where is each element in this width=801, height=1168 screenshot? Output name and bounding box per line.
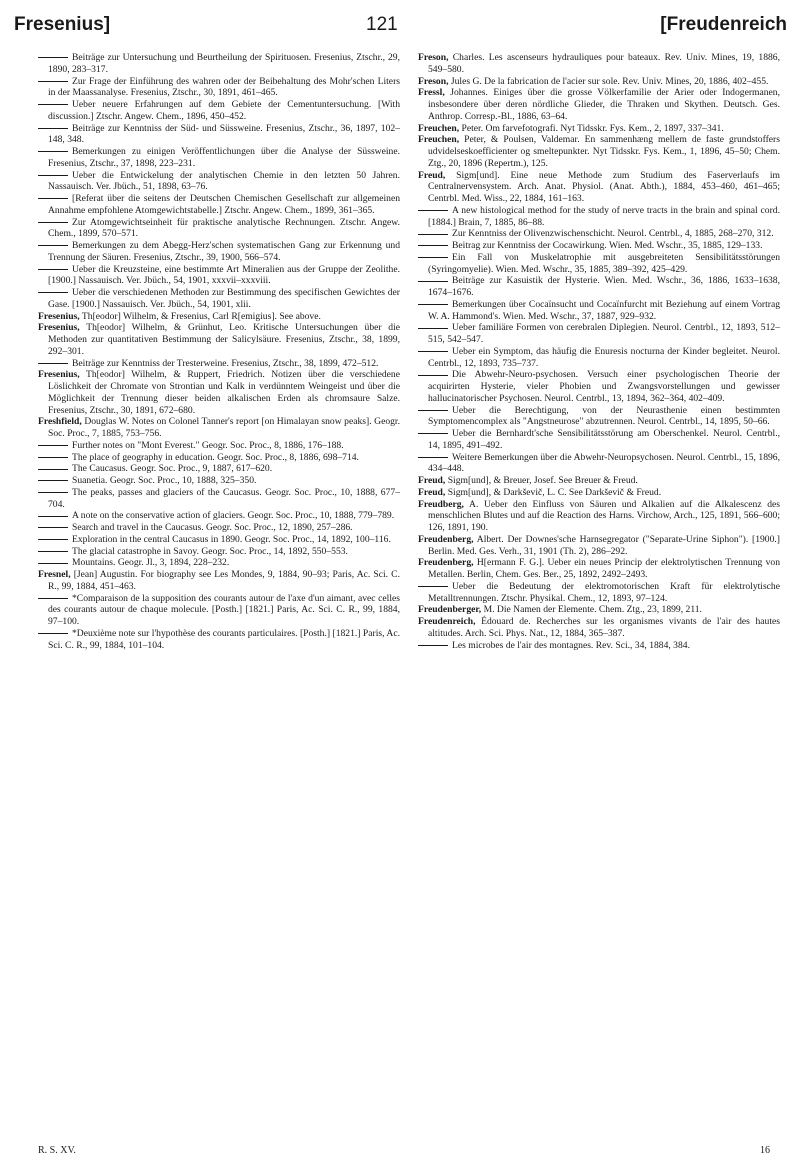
- entry-text: Exploration in the central Caucasus in 1890. Geogr. Soc. Proc., 14, 1892, 100–116.: [72, 533, 391, 545]
- bibliography-entry: [38, 546, 400, 558]
- entry-text: Ueber die Berechtigung, von der Neurasthenie einen bestimmten Symptomencomplex als "Angstneurose" abzutrennen. Neurol. Centrbl., 14, 1895, 50–66.: [428, 404, 780, 428]
- bibliography-entry: [418, 452, 780, 476]
- entry-text: Beiträge zur Kasuistik der Hysterie. Wien. Med. Wschr., 36, 1886, 1633–1638, 1674–1676.: [428, 275, 780, 298]
- ditto-dash: [38, 492, 68, 493]
- ditto-dash: [38, 245, 68, 246]
- ditto-dash: [418, 281, 448, 282]
- bibliography-entry: [418, 299, 780, 323]
- ditto-dash: [38, 269, 68, 270]
- entry-author: Freudenberg,: [418, 557, 474, 569]
- entry-text: Zur Frage der Einführung des wahren oder der Beibehaltung des Mohr'schen Liters in der Maassanalyse. Fresenius, Ztschr., 30, 1891, 461–465.: [48, 75, 400, 99]
- entry-text: M. Die Namen der Elemente. Chem. Ztg., 23, 1899, 211.: [483, 604, 702, 616]
- ditto-dash: [38, 57, 68, 58]
- entry-text: Peter, & Poulsen, Valdemar. En sammenhæng mellem de faste grundstoffers udvidelseskoefficienter og smeltepunkter. Nyt Tidsskr. Fys. Kem., 1, 1896, 45–50; Chem. Ztg., 20, 1896 (Repertm.), 125.: [428, 134, 780, 169]
- entry-text: Sigm[und], & Darkševič, L. C. See Darkševič & Freud.: [447, 486, 662, 498]
- entry-text: *Deuxième note sur l'hypothèse des courants particulaires. [Posth.] [1821.] Paris, Ac. Sci. C. R., 99, 1884, 101–104.: [48, 627, 400, 651]
- bibliography-entry: [418, 123, 780, 135]
- bibliography-entry: [38, 440, 400, 452]
- entry-text: Charles. Les ascenseurs hydrauliques pour bateaux. Rev. Univ. Mines, 19, 1886, 549–580.: [428, 52, 780, 75]
- bibliography-entry: [38, 416, 400, 440]
- bibliography-entry: [38, 463, 400, 475]
- ditto-dash: [418, 234, 448, 235]
- ditto-dash: [38, 527, 68, 528]
- entry-text: Ueber ein Symptom, das häufig die Enuresis nocturna der Kinder begleitet. Neurol. Centrbl., 12, 1893, 735–737.: [428, 345, 780, 369]
- bibliography-entry: [418, 228, 780, 240]
- entry-text: Search and travel in the Caucasus. Geogr. Soc. Proc., 12, 1890, 257–286.: [72, 522, 353, 533]
- bibliography-entry: [418, 557, 780, 581]
- entry-text: Ein Fall von Muskelatrophie mit ausgebreiteten Sensibilitätsstörungen (Syringomyelie). Wien. Med. Wschr., 35, 1885, 389–392, 425–429.: [428, 251, 780, 275]
- ditto-dash: [38, 469, 68, 470]
- bibliography-entry: [38, 99, 400, 123]
- entry-author: Fresenius,: [38, 322, 80, 334]
- footer-sheet-number: 16: [760, 1145, 770, 1156]
- bibliography-entry: [418, 87, 780, 122]
- ditto-dash: [418, 304, 448, 305]
- bibliography-entry: [38, 264, 400, 288]
- header-right: [Freudenreich: [660, 14, 787, 35]
- ditto-dash: [418, 586, 448, 587]
- entry-text: Bemerkungen zu dem Abegg-Herz'schen systematischen Gang zur Erkennung und Trennung der Säuren. Fresenius, Ztschr., 39, 1900, 566–574.: [48, 240, 400, 263]
- running-header: [14, 14, 787, 38]
- entry-author: Freson,: [418, 52, 449, 63]
- bibliography-entry: [38, 358, 400, 370]
- entry-text: A. Ueber den Einfluss von Säuren und Alkalien auf die Alkalescenz des menschlichen Blutes und auf die Reaction des Harns. Virchow, Arch., 125, 1891, 566–600; 126, 1891, 190.: [428, 498, 781, 533]
- ditto-dash: [38, 104, 68, 105]
- entry-author: Freudenberg,: [418, 533, 474, 545]
- bibliography-entry: [38, 146, 400, 170]
- bibliography-entry: [418, 640, 780, 652]
- entry-text: Jules G. De la fabrication de l'acier sur sole. Rev. Univ. Mines, 20, 1886, 402–455.: [450, 75, 769, 87]
- bibliography-entry: [38, 52, 400, 76]
- bibliography-entry: [418, 52, 780, 76]
- bibliography-entry: [418, 134, 780, 169]
- bibliography-entry: [418, 205, 780, 229]
- bibliography-entry: [38, 217, 400, 241]
- entry-author: Freuchen,: [418, 122, 460, 134]
- header-left: Fresenius]: [14, 14, 111, 35]
- bibliography-entry: [38, 369, 400, 416]
- bibliography-entry: [418, 170, 780, 205]
- bibliography-entry: [418, 369, 780, 404]
- bibliography-entry: [38, 487, 400, 511]
- entry-author: Freudenberger,: [418, 604, 482, 616]
- ditto-dash: [38, 175, 68, 176]
- entry-text: Bemerkungen zu einigen Veröffentlichungen über die Analyse der Süssweine. Fresenius, Ztschr., 37, 1898, 223–231.: [48, 146, 400, 169]
- ditto-dash: [418, 210, 448, 211]
- bibliography-entry: [38, 287, 400, 311]
- entry-text: Bemerkungen über Cocaïnsucht und Cocaïnfurcht mit Beziehung auf einem Vortrag W. A. Hammond's. Wien. Med. Wschr., 37, 1887, 929–932.: [428, 298, 780, 322]
- entry-text: Mountains. Geogr. Jl., 3, 1894, 228–232.: [72, 557, 230, 569]
- entry-author: Freud,: [418, 486, 446, 498]
- entry-author: Fresnel,: [38, 569, 71, 580]
- entry-text: The place of geography in education. Geogr. Soc. Proc., 8, 1886, 698–714.: [72, 451, 359, 463]
- entry-author: Freson,: [418, 75, 449, 87]
- bibliography-entry: [38, 534, 400, 546]
- ditto-dash: [38, 128, 68, 129]
- bibliography-entry: [38, 123, 400, 147]
- bibliography-entry: [38, 569, 400, 593]
- entry-author: Fresenius,: [38, 369, 80, 381]
- entry-text: Les microbes de l'air des montagnes. Rev. Sci., 34, 1884, 384.: [452, 639, 690, 651]
- bibliography-entry: [418, 240, 780, 252]
- bibliography-entry: [38, 628, 400, 652]
- right-column: [418, 52, 780, 651]
- bibliography-entry: [418, 275, 780, 299]
- bibliography-entry: [38, 193, 400, 217]
- entry-author: Fresenius,: [38, 310, 80, 322]
- ditto-dash: [38, 222, 68, 223]
- bibliography-entry: [38, 557, 400, 569]
- ditto-dash: [38, 445, 68, 446]
- entry-text: Ueber die Entwickelung der analytischen Chemie in den letzten 50 Jahren. Nassauisch. Ver. Jbüch., 51, 1898, 63–76.: [48, 169, 400, 193]
- entry-text: The Caucasus. Geogr. Soc. Proc., 9, 1887, 617–620.: [72, 463, 273, 475]
- entry-text: Beiträge zur Untersuchung und Beurtheilung der Spirituosen. Fresenius, Ztschr., 29, 1890, 283–317.: [48, 52, 400, 75]
- bibliography-entry: [418, 616, 780, 640]
- entry-text: Beitrag zur Kenntniss der Cocawirkung. Wien. Med. Wschr., 35, 1885, 129–133.: [452, 240, 763, 251]
- bibliography-entry: [418, 322, 780, 346]
- entry-text: H[ermann F. G.]. Ueber ein neues Princip der elektrolytischen Trennung von Metallen. Berlin, Chem. Ges. Ber., 25, 1892, 2492–2493.: [428, 557, 780, 580]
- entry-text: Johannes. Einiges über die grosse Völkerfamilie der Arier oder Indogermanen, insbesondere über deren nördliche Glieder, die Thraken und Skythen. Deutsch. Ges. Anthrop. Corresp.-Bl., 1886, 63–64.: [428, 87, 780, 122]
- ditto-dash: [418, 457, 448, 458]
- bibliography-entry: [38, 593, 400, 628]
- entry-text: Sigm[und], & Breuer, Josef. See Breuer & Freud.: [447, 475, 638, 486]
- bibliography-entry: [418, 581, 780, 605]
- bibliography-entry: [38, 76, 400, 100]
- entry-text: Peter. Om farvefotografi. Nyt Tidsskr. Fys. Kem., 2, 1897, 337–341.: [461, 122, 724, 134]
- entry-text: Ueber die verschiedenen Methoden zur Bestimmung des specifischen Gewichtes der Gase. [1900.] Nassauisch. Ver. Jbüch., 54, 1901, xlii.: [48, 287, 400, 310]
- entry-text: Th[eodor] Wilhelm, & Fresenius, Carl R[emigius]. See above.: [81, 310, 321, 322]
- ditto-dash: [38, 198, 68, 199]
- entry-text: [Jean] Augustin. For biography see Les Mondes, 9, 1884, 90–93; Paris, Ac. Sci. C. R., 99, 1884, 451–463.: [48, 569, 400, 592]
- entry-text: Th[eodor] Wilhelm, & Ruppert, Friedrich. Notizen über die verschiedene Löslichkeit der Chromate von Strontian und Kalk in verdünntem Weingeist und über die Möglichkeit der Trennung dieser beiden alkalischen Erden als chromsaure Salze. Fresenius, Ztschr., 30, 1891, 672–680.: [48, 369, 400, 416]
- entry-text: Ueber familiäre Formen von cerebralen Diplegien. Neurol. Centrbl., 12, 1893, 512–515, 542–547.: [428, 322, 780, 345]
- entry-text: Zur Atomgewichtseinheit für praktische analytische Rechnungen. Ztschr. Angew. Chem., 1899, 570–571.: [48, 216, 400, 240]
- ditto-dash: [418, 375, 448, 376]
- bibliography-entry: [418, 487, 780, 499]
- entry-author: Freud,: [418, 169, 446, 181]
- entry-text: Ueber die Bernhardt'sche Sensibilitätsstörung am Oberschenkel. Neurol. Centrbl., 14, 1895, 491–492.: [428, 428, 780, 451]
- bibliography-entry: [418, 499, 780, 534]
- bibliography-entry: [418, 252, 780, 276]
- entry-text: Beiträge zur Kenntniss der Süd- und Süssweine. Fresenius, Ztschr., 36, 1897, 102–148, 348.: [48, 122, 400, 146]
- page-number: 121: [366, 14, 398, 35]
- entry-text: Ueber die Kreuzsteine, eine bestimmte Art Mineralien aus der Gruppe der Zeolithe. [1900.] Nassauisch. Ver. Jbüch., 54, 1901, xxxvii–xxxviii.: [48, 263, 400, 287]
- bibliography-entry: [38, 452, 400, 464]
- bibliography-entry: [418, 475, 780, 487]
- bibliography-entry: [38, 240, 400, 264]
- bibliography-entry: [38, 322, 400, 357]
- ditto-dash: [38, 292, 68, 293]
- entry-author: Freudenreich,: [418, 616, 476, 627]
- ditto-dash: [38, 539, 68, 540]
- left-column: [38, 52, 400, 651]
- entry-text: A new histological method for the study of nerve tracts in the brain and spinal cord. [1884.] Brain, 7, 1885, 86–88.: [428, 204, 780, 228]
- ditto-dash: [418, 645, 448, 646]
- bibliography-entry: [418, 346, 780, 370]
- entry-text: *Comparaison de la supposition des courants autour de l'axe d'un aimant, avec celles des courants autour de chaque molecule. [Posth.] [1821.] Paris, Ac. Sci. C. R., 99, 1884, 97–100.: [48, 592, 400, 627]
- entry-text: The glacial catastrophe in Savoy. Geogr. Soc. Proc., 14, 1892, 550–553.: [72, 545, 348, 557]
- entry-author: Freud,: [418, 475, 446, 486]
- ditto-dash: [418, 257, 448, 258]
- bibliography-entry: [418, 604, 780, 616]
- entry-text: Weitere Bemerkungen über die Abwehr-Neuropsychosen. Neurol. Centrbl., 15, 1896, 434–448.: [428, 451, 780, 475]
- bibliography-entry: [38, 475, 400, 487]
- ditto-dash: [38, 598, 68, 599]
- entry-text: A note on the conservative action of glaciers. Geogr. Soc. Proc., 10, 1888, 779–789.: [72, 510, 395, 522]
- bibliography-entry: [38, 311, 400, 323]
- entry-text: Édouard de. Recherches sur les organismes vivants de l'air des hautes altitudes. Arch. Sci. Phys. Nat., 12, 1884, 365–387.: [428, 616, 780, 639]
- entry-author: Freshfield,: [38, 416, 82, 428]
- bibliography-entry: [38, 522, 400, 534]
- bibliography-entry: [418, 405, 780, 429]
- ditto-dash: [38, 516, 68, 517]
- entry-text: Further notes on "Mont Everest." Geogr. Soc. Proc., 8, 1886, 176–188.: [72, 439, 344, 451]
- entry-text: [Referat über die seitens der Deutschen Chemischen Gesellschaft zur allgemeinen Annahme empfohlene Atomgewichtstabelle.] Ztschr. Angew. Chem., 1899, 361–365.: [48, 193, 400, 216]
- entry-author: Freudberg,: [418, 498, 464, 510]
- ditto-dash: [38, 81, 68, 82]
- ditto-dash: [38, 551, 68, 552]
- bibliography-entry: [418, 76, 780, 88]
- entry-text: The peaks, passes and glaciers of the Caucasus. Geogr. Soc. Proc., 10, 1888, 677–704.: [48, 486, 400, 510]
- bibliography-entry: [38, 510, 400, 522]
- entry-text: Beiträge zur Kenntniss der Tresterweine. Fresenius, Ztschr., 38, 1899, 472–512.: [72, 357, 379, 369]
- bibliography-entry: [418, 534, 780, 558]
- ditto-dash: [418, 433, 448, 434]
- ditto-dash: [38, 563, 68, 564]
- entry-text: Zur Kenntniss der Olivenzwischenschicht. Neurol. Centrbl., 4, 1885, 268–270, 312.: [452, 228, 774, 240]
- entry-text: Die Abwehr-Neuro-psychosen. Versuch einer psychologischen Theorie der acquirirten Hysterie, vieler Phobien und Zwangsvorstellungen und gewisser hallucinatorischer Psychosen. Neurol. Centrbl., 13, 1894, 362–364, 402–409.: [428, 369, 780, 404]
- entry-author: Freuchen,: [418, 134, 460, 146]
- ditto-dash: [418, 351, 448, 352]
- ditto-dash: [38, 151, 68, 152]
- ditto-dash: [418, 410, 448, 411]
- ditto-dash: [38, 480, 68, 481]
- footer-signature: R. S. XV.: [38, 1145, 76, 1156]
- bibliography-entry: [418, 428, 780, 452]
- ditto-dash: [418, 245, 448, 246]
- bibliography-entry: [38, 170, 400, 194]
- ditto-dash: [38, 633, 68, 634]
- entry-author: Fressl,: [418, 87, 445, 99]
- entry-text: Sigm[und]. Eine neue Methode zum Studium des Faserverlaufs im Centralnervensystem. Arch. Anat. Physiol. (Anat. Abth.), 1884, 453–460, 461–465; Centrbl. Med. Wiss., 22, 1884, 161–163.: [428, 169, 780, 204]
- entry-text: Th[eodor] Wilhelm, & Grünhut, Leo. Kritische Untersuchungen über die Methoden zur quantitativen Bestimmung der Salicylsäure. Fresenius, Ztschr., 38, 1899, 292–301.: [48, 322, 400, 357]
- ditto-dash: [38, 363, 68, 364]
- ditto-dash: [38, 457, 68, 458]
- entry-text: Albert. Der Downes'sche Harnsegregator ("Separate-Urine Siphon"). [1900.] Berlin. Med. Ges. Verh., 31, 1901 (Th. 2), 286–292.: [428, 533, 780, 557]
- entry-text: Ueber die Bedeutung der elektromotorischen Kraft für elektrolytische Metalltrennungen. Ztschr. Physikal. Chem., 12, 1893, 97–124.: [428, 580, 780, 604]
- ditto-dash: [418, 328, 448, 329]
- entry-text: Suanetia. Geogr. Soc. Proc., 10, 1888, 325–350.: [72, 475, 257, 486]
- entry-text: Douglas W. Notes on Colonel Tanner's report [on Himalayan snow peaks]. Geogr. Soc. Proc., 7, 1885, 753–756.: [48, 416, 400, 439]
- entry-text: Ueber neuere Erfahrungen auf dem Gebiete der Cementuntersuchung. [With discussion.] Ztschr. Angew. Chem., 1896, 450–452.: [48, 99, 400, 122]
